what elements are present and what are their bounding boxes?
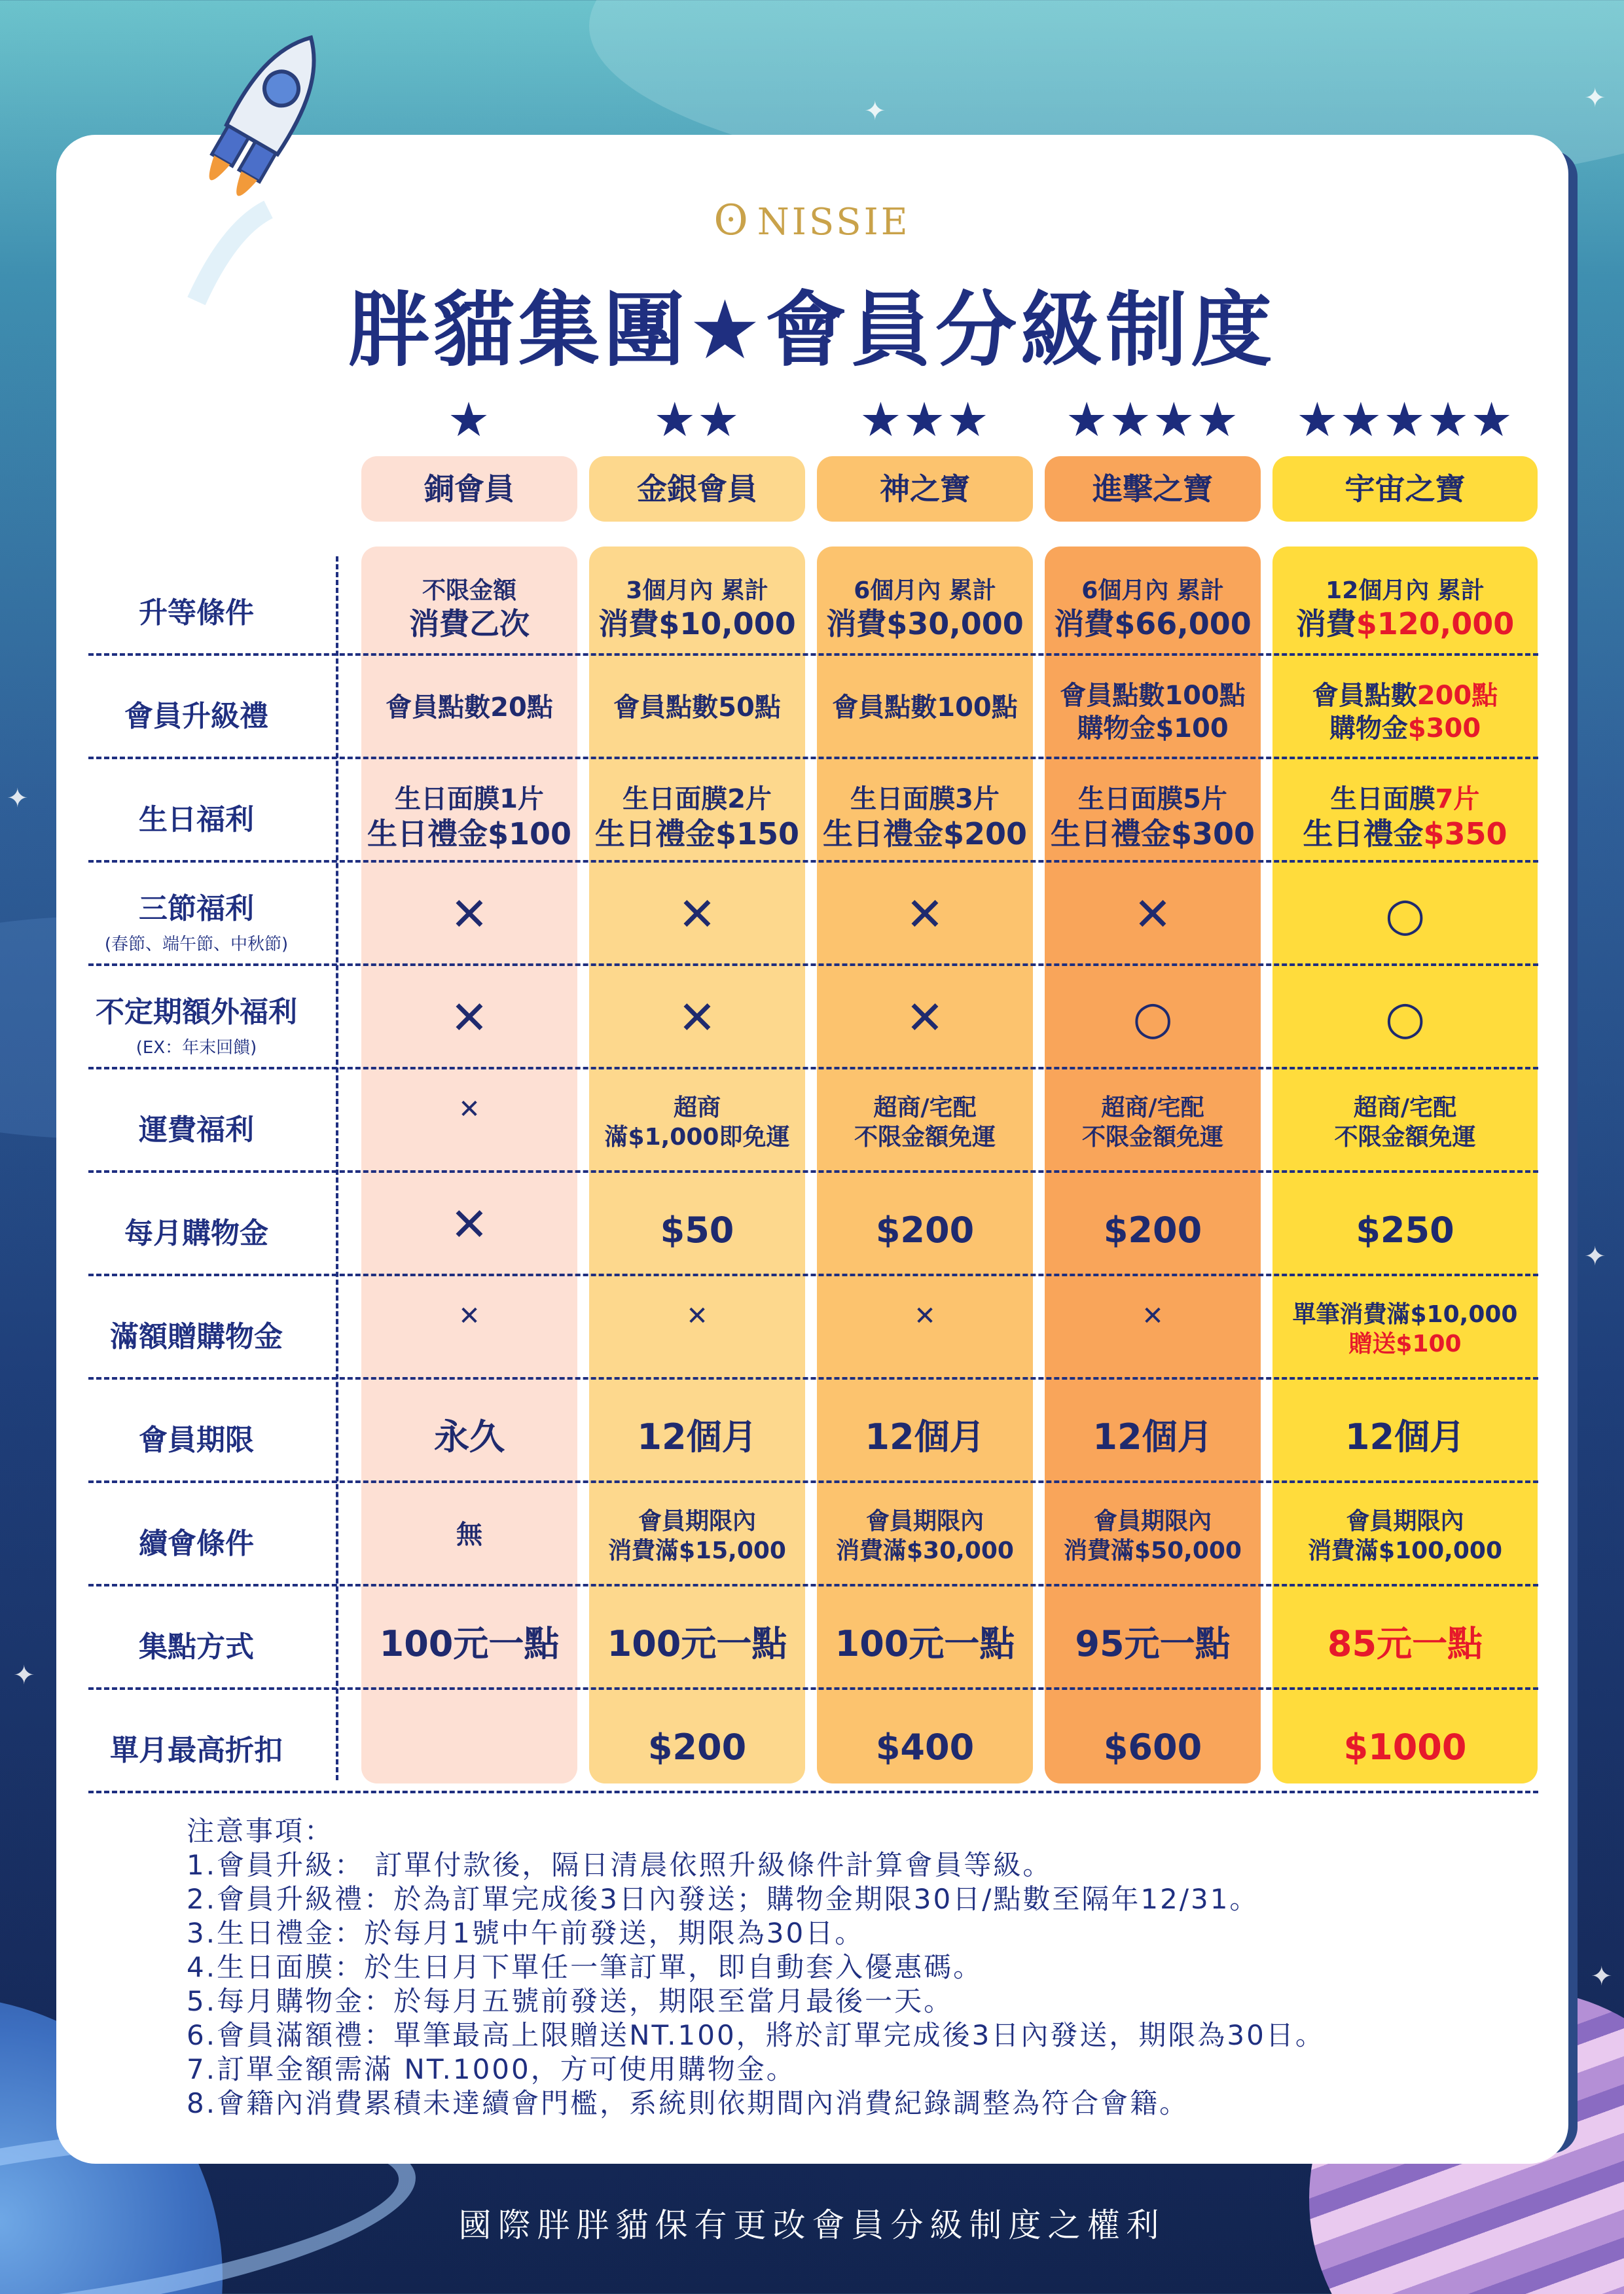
cell-text: 會員點數50點 — [613, 692, 781, 723]
benefit-cell — [817, 1507, 1033, 1566]
cell-line — [1272, 605, 1538, 643]
cell-text: 12個月 — [865, 1416, 985, 1458]
cell-text: 無 — [456, 1520, 482, 1550]
cell-line — [1045, 1122, 1261, 1152]
row-label — [85, 796, 308, 838]
cell-text: 永久 — [434, 1416, 505, 1458]
cell-text: 消費$30,000 — [826, 606, 1024, 641]
tier-column-background — [817, 547, 1033, 1783]
benefit-cell — [817, 990, 1033, 1047]
cell-line — [589, 1300, 805, 1333]
cell-line — [589, 1622, 805, 1666]
row-label — [85, 1210, 308, 1251]
row-label — [85, 692, 308, 734]
benefit-cell — [817, 1725, 1033, 1770]
cell-line — [817, 1622, 1033, 1666]
benefit-cell — [361, 691, 577, 724]
row-divider — [88, 1480, 1538, 1483]
cell-text: ○ — [1384, 991, 1426, 1045]
cell-text: ✕ — [458, 1094, 480, 1124]
benefit-cell — [1272, 679, 1538, 745]
benefit-cell — [817, 691, 1033, 724]
row-divider — [88, 1170, 1538, 1173]
benefit-cell — [817, 576, 1033, 643]
cell-line — [589, 1122, 805, 1152]
benefit-cell — [361, 990, 577, 1047]
cell-highlight-text: $350 — [1423, 816, 1507, 851]
note-item: 5.每月購物金：於每月五號前發送，期限至當月最後一天。 — [187, 1985, 954, 2017]
cell-line — [589, 1093, 805, 1122]
footer-disclaimer: 國際胖胖貓保有更改會員分級制度之權利 — [458, 2206, 1166, 2244]
benefit-cell — [1272, 990, 1538, 1047]
benefit-cell — [361, 886, 577, 944]
cell-line — [1045, 712, 1261, 745]
cell-line — [589, 1725, 805, 1770]
benefit-cell — [817, 783, 1033, 853]
cell-line — [361, 1300, 577, 1333]
cell-text: ✕ — [450, 887, 489, 941]
cell-line — [589, 1536, 805, 1566]
cell-line — [1272, 679, 1538, 712]
cell-text: 6個月內 累計 — [1081, 577, 1224, 604]
row-label — [85, 1520, 308, 1562]
benefit-cell — [1272, 576, 1538, 643]
benefit-cell — [361, 1196, 577, 1254]
row-divider — [88, 1791, 1538, 1793]
cell-text: 購物金 — [1329, 713, 1408, 744]
cell-highlight-text: 85元一點 — [1327, 1623, 1483, 1664]
cell-line — [361, 1196, 577, 1254]
cell-line — [1272, 1300, 1538, 1329]
row-divider — [88, 1584, 1538, 1586]
cell-text: 生日禮金$150 — [594, 816, 800, 851]
cell-line — [1272, 1507, 1538, 1536]
tier-name: 宇宙之寶 — [1272, 456, 1538, 522]
cell-text: ✕ — [905, 991, 945, 1045]
tier-column-background — [361, 547, 577, 1783]
benefit-cell — [589, 1725, 805, 1770]
benefit-cell — [589, 886, 805, 944]
cell-text: 生日面膜5片 — [1078, 784, 1227, 814]
cell-line — [1045, 576, 1261, 605]
cell-text: ✕ — [677, 991, 717, 1045]
note-item: 4.生日面膜：於生日月下單任一筆訂單，即自動套入優惠碼。 — [187, 1951, 983, 1983]
benefit-cell — [1045, 1093, 1261, 1152]
cell-text: ✕ — [458, 1301, 480, 1331]
cell-text: $250 — [1356, 1210, 1454, 1251]
cell-line — [361, 990, 577, 1047]
cell-text: ✕ — [905, 887, 945, 941]
benefit-cell — [361, 576, 577, 643]
cell-text: $200 — [647, 1727, 747, 1768]
cell-line — [1045, 886, 1261, 944]
tier-stars: ★★★★★ — [1296, 392, 1514, 447]
benefit-cell — [589, 783, 805, 853]
cell-text: 超商 — [673, 1094, 721, 1121]
cell-line — [1272, 576, 1538, 605]
benefit-cell — [1045, 679, 1261, 745]
cell-line — [817, 1300, 1033, 1333]
cell-text: 生日禮金 — [1303, 816, 1424, 851]
cell-line — [589, 886, 805, 944]
benefit-cell — [1045, 990, 1261, 1047]
tier-stars: ★ — [447, 392, 492, 447]
note-item: 7.訂單金額需滿 NT.1000，方可使用購物金。 — [187, 2053, 796, 2085]
row-label — [85, 885, 308, 955]
cell-line — [1045, 1536, 1261, 1566]
row-divider — [88, 963, 1538, 966]
cell-text: 會員期限內 — [865, 1508, 984, 1535]
row-label-text: 升等條件 — [139, 596, 254, 630]
cell-line — [1272, 815, 1538, 853]
cell-line — [1045, 605, 1261, 643]
cell-line — [817, 990, 1033, 1047]
row-label — [85, 988, 308, 1058]
row-label — [85, 1727, 308, 1768]
cell-line — [1045, 1415, 1261, 1460]
cell-text: ✕ — [450, 991, 489, 1045]
benefit-cell — [1045, 1208, 1261, 1253]
cell-text: 12個月 — [637, 1416, 757, 1458]
cell-text: ✕ — [1142, 1301, 1164, 1331]
cell-line — [589, 1415, 805, 1460]
cell-text: 生日禮金$200 — [822, 816, 1028, 851]
row-label — [85, 589, 308, 631]
benefit-cell — [817, 1208, 1033, 1253]
cell-text: 不限金額 — [422, 577, 516, 604]
tier-name: 銅會員 — [361, 456, 577, 522]
cell-line — [589, 1507, 805, 1536]
cell-text: 會員期限內 — [1093, 1508, 1212, 1535]
row-label-text: 每月購物金 — [124, 1217, 268, 1250]
cell-text: 12個月 — [1344, 1416, 1466, 1458]
row-divider — [88, 757, 1538, 759]
row-label-text: 單月最高折扣 — [110, 1734, 283, 1767]
cell-text: 生日面膜3片 — [850, 784, 1000, 814]
cell-text: 會員點數100點 — [1060, 681, 1246, 711]
cell-line — [1272, 990, 1538, 1047]
cell-line — [1272, 1622, 1538, 1666]
cell-line — [589, 783, 805, 815]
benefit-cell — [1045, 576, 1261, 643]
cell-line — [361, 815, 577, 853]
cell-text: 會員點數 — [1312, 681, 1417, 711]
cell-text: $50 — [660, 1210, 734, 1251]
cell-line — [589, 1208, 805, 1253]
benefit-cell — [817, 886, 1033, 944]
brand-name: NISSIE — [757, 201, 911, 243]
benefit-cell — [1272, 783, 1538, 853]
cell-text: ✕ — [1133, 887, 1172, 941]
tier-name: 金銀會員 — [589, 456, 805, 522]
row-label-text: 三節福利 — [139, 892, 254, 925]
benefit-cell — [1272, 1415, 1538, 1460]
cell-line — [1045, 815, 1261, 853]
cell-line — [817, 1093, 1033, 1122]
cell-text: 生日面膜2片 — [623, 784, 772, 814]
cell-text: 不限金額免運 — [1081, 1124, 1223, 1151]
row-divider — [88, 1687, 1538, 1690]
brand-logo — [0, 196, 1624, 245]
benefit-cell — [1045, 1725, 1261, 1770]
cell-line — [1272, 1415, 1538, 1460]
benefit-cell — [1272, 1725, 1538, 1770]
cell-line — [361, 605, 577, 643]
cell-line — [361, 886, 577, 944]
cell-line — [1272, 1725, 1538, 1770]
cell-line — [589, 605, 805, 643]
tier-stars: ★★ — [653, 392, 741, 447]
cell-line — [1272, 1536, 1538, 1566]
cell-line — [817, 691, 1033, 724]
cell-text: 100元一點 — [835, 1623, 1015, 1664]
row-label-note: (EX：年末回饋) — [135, 1038, 257, 1058]
benefit-cell — [589, 1622, 805, 1666]
cell-line — [361, 1093, 577, 1126]
row-label-text: 會員期限 — [139, 1424, 254, 1457]
cell-text: 生日禮金$100 — [367, 816, 572, 851]
cell-line — [1045, 679, 1261, 712]
cell-line — [817, 605, 1033, 643]
benefit-cell — [1272, 1507, 1538, 1566]
row-label — [85, 1623, 308, 1665]
row-label-text: 運費福利 — [139, 1113, 254, 1147]
benefit-cell — [1045, 1507, 1261, 1566]
cell-line — [1272, 783, 1538, 815]
cell-text: ○ — [1132, 991, 1173, 1045]
cell-text: 購物金$100 — [1077, 713, 1229, 744]
benefit-cell — [1272, 1622, 1538, 1666]
cell-line — [361, 691, 577, 724]
benefit-cell — [1045, 783, 1261, 853]
cell-line — [361, 1518, 577, 1551]
row-label-text: 會員升級禮 — [124, 700, 268, 733]
sparkle-icon: ✦ — [1584, 1242, 1606, 1272]
cell-text: ✕ — [686, 1301, 708, 1331]
cell-text: 消費滿$100,000 — [1307, 1537, 1503, 1564]
cell-line — [1045, 990, 1261, 1047]
row-divider — [88, 1067, 1538, 1069]
row-label-text: 不定期額外福利 — [96, 995, 297, 1029]
row-label-text: 滿額贈購物金 — [110, 1320, 283, 1353]
cell-text: 滿$1,000即免運 — [604, 1124, 790, 1151]
cell-text: 95元一點 — [1075, 1623, 1231, 1664]
cell-line — [589, 815, 805, 853]
note-item: 3.生日禮金：於每月1號中午前發送，期限為30日。 — [187, 1917, 865, 1949]
note-item: 8.會籍內消費累積未達續會門檻，系統則依期間內消費紀錄調整為符合會籍。 — [187, 2087, 1189, 2119]
cell-line — [817, 783, 1033, 815]
benefit-cell — [361, 1622, 577, 1666]
benefit-cell — [361, 1093, 577, 1126]
cell-text: 單筆消費滿$10,000 — [1292, 1301, 1518, 1328]
sparkle-icon: ✦ — [1584, 83, 1606, 113]
tier-column-background — [589, 547, 805, 1783]
cell-line — [361, 1622, 577, 1666]
cell-line — [1272, 1329, 1538, 1359]
note-item: 1.會員升級： 訂單付款後，隔日清晨依照升級條件計算會員等級。 — [187, 1849, 1053, 1881]
label-divider — [336, 556, 338, 1780]
notes-list — [187, 1848, 1325, 2121]
cell-line — [817, 576, 1033, 605]
tier-name: 神之寶 — [817, 456, 1033, 522]
cell-text: 生日面膜 — [1330, 784, 1435, 814]
benefit-cell — [1045, 1300, 1261, 1333]
benefit-cell — [1272, 1093, 1538, 1152]
cell-line — [817, 1208, 1033, 1253]
benefit-cell — [589, 990, 805, 1047]
cell-line — [361, 1415, 577, 1460]
benefit-cell — [1045, 1622, 1261, 1666]
page-title: 胖貓集團★會員分級制度 — [348, 283, 1276, 378]
note-item: 2.會員升級禮：於為訂單完成後3日內發送；購物金期限30日/點數至隔年12/31。 — [187, 1883, 1259, 1915]
cell-line — [817, 1536, 1033, 1566]
benefit-cell — [589, 691, 805, 724]
cell-line — [1272, 1093, 1538, 1122]
cell-text: 不限金額免運 — [854, 1124, 996, 1151]
tier-stars: ★★★ — [859, 392, 990, 447]
cell-line — [817, 815, 1033, 853]
cell-text: 不限金額免運 — [1334, 1124, 1476, 1151]
benefit-cell — [589, 1507, 805, 1566]
cell-text: 12個月 — [1092, 1416, 1213, 1458]
cell-text: 消費滿$30,000 — [836, 1537, 1014, 1564]
row-label — [85, 1416, 308, 1458]
benefit-cell — [589, 1415, 805, 1460]
cell-text: $200 — [875, 1210, 975, 1251]
tier-stars: ★★★★ — [1065, 392, 1240, 447]
benefit-cell — [361, 1300, 577, 1333]
row-divider — [88, 860, 1538, 863]
cell-line — [1272, 886, 1538, 944]
cell-text: 3個月內 累計 — [626, 577, 768, 604]
cell-highlight-text: 200點 — [1416, 681, 1498, 711]
cell-line — [1045, 1622, 1261, 1666]
cell-text: 12個月內 累計 — [1326, 577, 1485, 604]
cell-text: 會員期限內 — [1346, 1508, 1464, 1535]
cell-text: ✕ — [450, 1198, 489, 1251]
benefit-cell — [1045, 886, 1261, 944]
cell-text: $400 — [875, 1727, 975, 1768]
cell-text: 會員點數100點 — [832, 692, 1018, 723]
cell-line — [1045, 1725, 1261, 1770]
row-divider — [88, 1377, 1538, 1380]
benefit-cell — [589, 576, 805, 643]
row-label-note: (春節、端午節、中秋節) — [104, 935, 289, 954]
benefit-cell — [589, 1300, 805, 1333]
cell-line — [817, 886, 1033, 944]
notes-heading: 注意事項： — [187, 1815, 334, 1847]
row-label-text: 續會條件 — [139, 1527, 254, 1560]
row-divider — [88, 1274, 1538, 1276]
benefit-cell — [817, 1415, 1033, 1460]
cell-line — [589, 576, 805, 605]
cell-line — [1045, 783, 1261, 815]
cell-text: 生日面膜1片 — [395, 784, 544, 814]
cell-line — [1045, 1300, 1261, 1333]
benefit-cell — [1272, 1208, 1538, 1253]
cell-line — [1272, 1122, 1538, 1152]
cell-line — [817, 1507, 1033, 1536]
benefit-cell — [589, 1208, 805, 1253]
cell-text: 生日禮金$300 — [1050, 816, 1255, 851]
cell-text: 超商/宅配 — [1353, 1094, 1457, 1121]
row-label — [85, 1313, 308, 1355]
cell-text: $600 — [1103, 1727, 1202, 1768]
benefit-cell — [1272, 1300, 1538, 1359]
cell-text: 消費 — [1295, 606, 1356, 641]
cell-line — [589, 691, 805, 724]
cell-highlight-text: 贈送$100 — [1348, 1331, 1462, 1357]
note-item: 6.會員滿額禮：單筆最高上限贈送NT.100，將於訂單完成後3日內發送，期限為30日。 — [187, 2019, 1325, 2051]
cell-text: 會員點數20點 — [386, 692, 553, 723]
tier-name: 進擊之寶 — [1045, 456, 1261, 522]
row-divider — [88, 653, 1538, 656]
cell-text: $200 — [1103, 1210, 1202, 1251]
cell-highlight-text: $300 — [1407, 713, 1481, 744]
benefit-cell — [589, 1093, 805, 1152]
cell-line — [1272, 1208, 1538, 1253]
cell-text: 消費滿$15,000 — [608, 1537, 786, 1564]
cell-line — [817, 1122, 1033, 1152]
cell-highlight-text: $1000 — [1343, 1727, 1467, 1768]
benefit-cell — [361, 783, 577, 853]
benefit-cell — [361, 1415, 577, 1460]
cell-text: 消費滿$50,000 — [1064, 1537, 1242, 1564]
cell-line — [1045, 1093, 1261, 1122]
sparkle-icon: ✦ — [7, 783, 29, 814]
cell-text: ✕ — [914, 1301, 936, 1331]
sparkle-icon: ✦ — [864, 96, 886, 126]
row-label-text: 集點方式 — [139, 1630, 254, 1664]
benefit-cell — [361, 1518, 577, 1551]
benefit-cell — [817, 1300, 1033, 1333]
cell-line — [817, 1725, 1033, 1770]
brand-mark-icon: ʘ — [713, 196, 751, 245]
row-label — [85, 1106, 308, 1148]
notes-section — [187, 1814, 1325, 2121]
cell-line — [817, 1415, 1033, 1460]
benefit-cell — [1045, 1415, 1261, 1460]
cell-text: 100元一點 — [607, 1623, 787, 1664]
benefit-cell — [817, 1093, 1033, 1152]
cell-line — [1272, 712, 1538, 745]
cell-line — [361, 783, 577, 815]
cell-highlight-text: $120,000 — [1356, 606, 1515, 641]
cell-text: 消費乙次 — [409, 606, 530, 641]
cell-text: 100元一點 — [379, 1623, 560, 1664]
cell-text: 消費$10,000 — [598, 606, 796, 641]
cell-highlight-text: 7片 — [1435, 784, 1480, 814]
cell-line — [1045, 1208, 1261, 1253]
cell-text: 會員期限內 — [638, 1508, 756, 1535]
benefit-cell — [817, 1622, 1033, 1666]
cell-text: 超商/宅配 — [1101, 1094, 1204, 1121]
cell-text: 消費$66,000 — [1054, 606, 1252, 641]
sparkle-icon: ✦ — [1591, 1962, 1613, 1992]
sparkle-icon: ✦ — [13, 1660, 35, 1691]
cell-text: 超商/宅配 — [873, 1094, 977, 1121]
cell-text: ✕ — [677, 887, 717, 941]
cell-line — [361, 576, 577, 605]
cell-line — [589, 990, 805, 1047]
cell-text: ○ — [1384, 887, 1426, 941]
cell-line — [1045, 1507, 1261, 1536]
row-label-text: 生日福利 — [139, 803, 254, 836]
cell-text: 6個月內 累計 — [854, 577, 996, 604]
benefit-cell — [1272, 886, 1538, 944]
